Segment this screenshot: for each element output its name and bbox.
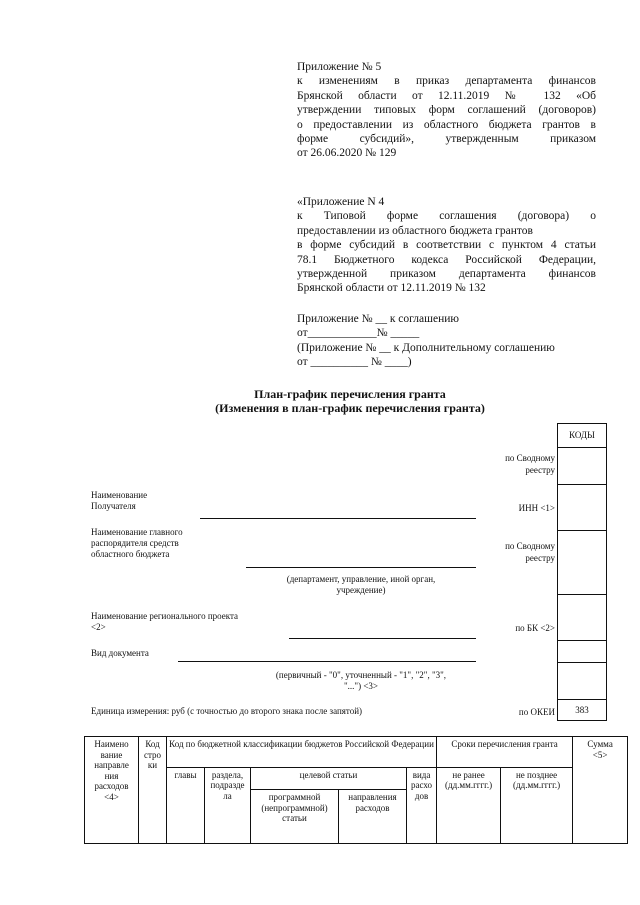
appendix-4-line: утвержденной приказом департамента финансов	[297, 268, 596, 281]
header-line: направления	[348, 792, 397, 803]
label-line: по Сводному	[505, 541, 555, 551]
code-cell-okei: 383	[558, 699, 606, 720]
header-code	[139, 737, 167, 844]
manager-caption	[246, 574, 476, 596]
agreement-ref-line: от____________№ _____	[297, 327, 420, 340]
header-line: подразде	[210, 780, 245, 791]
appendix-4-header	[297, 195, 596, 296]
manager-underline	[246, 567, 476, 568]
label-svod-reestr-1	[460, 452, 555, 476]
recipient-underline	[200, 518, 476, 519]
label-okei: по ОКЕИ	[518, 707, 555, 717]
header-line: расходов	[355, 802, 390, 813]
appendix-5-line: форме субсидий», утвержденным приказом	[297, 133, 596, 146]
schedule-table	[84, 736, 628, 844]
header-not-after	[501, 767, 573, 843]
caption-line: "...") <3>	[344, 681, 378, 691]
agreement-ref-line: (Приложение № __ к Дополнительному соглашению	[297, 341, 555, 354]
appendix-5-line: к изменениям в приказ департамента финансов	[297, 75, 596, 88]
appendix-4-line: Брянской области от 12.11.2019 № 132	[297, 282, 486, 295]
label-line: <2>	[91, 622, 106, 632]
appendix-4-line: в форме субсидий в соответствии с пунктом 4 статьи	[297, 239, 596, 252]
label-line: областного бюджета	[91, 549, 170, 559]
header-line: программной	[268, 792, 321, 803]
codes-column	[557, 423, 607, 721]
appendix-4-line: к Типовой форме соглашения (договора) о	[297, 210, 596, 223]
agreement-reference	[297, 312, 596, 370]
label-recipient	[91, 490, 231, 512]
header-line: расхо	[411, 780, 433, 791]
codes-header: КОДЫ	[569, 430, 595, 440]
appendix-4-line: предоставлении из областного бюджета грантов	[297, 224, 533, 237]
header-line: (непрограммной)	[261, 802, 328, 813]
header-glavy: главы	[167, 767, 205, 843]
appendix-5-header	[297, 60, 596, 161]
appendix-4-line: «Приложение N 4	[297, 196, 385, 208]
header-target: целевой статьи	[251, 767, 407, 790]
agreement-ref-line: от __________ № ____)	[297, 356, 412, 369]
header-line: <4>	[104, 791, 119, 802]
code-cell-svod-2	[558, 530, 606, 594]
header-line: раздела,	[211, 769, 244, 780]
code-cell-empty	[558, 662, 606, 699]
code-cell-inn	[558, 484, 606, 530]
header-line: не ранее	[452, 769, 485, 780]
header-kbk: Код по бюджетной классификации бюджетов Российской Федерации	[167, 737, 437, 768]
header-sum	[573, 737, 628, 844]
title-line-1: План-график перечисления гранта	[254, 387, 446, 401]
header-line: стро	[143, 749, 162, 760]
label-line: распорядителя средств	[91, 538, 179, 548]
header-line: ки	[147, 760, 158, 770]
header-line: Наимено	[94, 739, 129, 749]
label-bk: по БК <2>	[515, 623, 555, 633]
caption-line: (первичный - "0", уточненный - "1", "2", "3",	[275, 670, 447, 680]
header-razdel	[205, 767, 251, 843]
header-line: статьи	[282, 813, 307, 824]
appendix-5-line: утверждении типовых форм соглашений (договоров)	[297, 104, 596, 117]
header-line: <5>	[592, 749, 608, 760]
header-line: Код	[145, 739, 160, 749]
appendix-4-line: 78.1 Бюджетного кодекса Российской Федерации,	[297, 253, 596, 266]
project-underline	[289, 638, 476, 639]
label-unit: Единица измерения: руб (с точностью до второго знака после запятой)	[91, 706, 363, 716]
title-line-2: (Изменения в план-график перечисления гранта)	[215, 401, 485, 415]
caption-line: (департамент, управление, иной орган,	[286, 574, 436, 584]
label-line: по Сводному	[505, 453, 555, 463]
doc-type-caption	[246, 670, 476, 692]
label-svod-reestr-2	[460, 540, 555, 564]
header-line: расходов	[94, 781, 129, 791]
appendix-5-line: Приложение № 5	[297, 61, 382, 73]
header-line: не позднее	[515, 769, 558, 780]
header-terms: Сроки перечисления гранта	[437, 737, 573, 768]
label-inn: ИНН <1>	[518, 503, 555, 513]
header-line: дов	[414, 790, 429, 801]
document-title	[120, 387, 580, 415]
agreement-ref-line: Приложение № __ к соглашению	[297, 313, 459, 325]
header-line: (дд.мм.гггг.)	[513, 780, 561, 791]
code-cell-svod-1	[558, 447, 606, 484]
label-project	[91, 611, 291, 633]
caption-line: учреждение)	[336, 585, 386, 595]
header-vid	[407, 767, 437, 843]
header-line: направле	[94, 760, 129, 770]
label-line: реестру	[525, 553, 555, 563]
header-line: вида	[412, 769, 431, 780]
code-cell-bk	[558, 594, 606, 640]
doc-type-underline	[178, 661, 476, 662]
label-doc-type: Вид документа	[91, 648, 149, 658]
label-line: Наименование главного	[91, 527, 183, 537]
header-line: Сумма	[587, 739, 613, 749]
header-line: ла	[223, 790, 232, 801]
label-line: Получателя	[91, 501, 136, 511]
header-not-before	[437, 767, 501, 843]
label-manager	[91, 527, 241, 560]
label-line: Наименование	[91, 490, 148, 500]
label-line: реестру	[525, 465, 555, 475]
header-name	[85, 737, 139, 844]
header-program	[251, 790, 339, 844]
header-line: вание	[100, 749, 123, 760]
header-line: (дд.мм.гггг.)	[445, 780, 493, 791]
code-cell-doc-type	[558, 640, 606, 662]
appendix-5-line: о предоставлении из областного бюджета грантов в	[297, 118, 596, 131]
header-direction	[339, 790, 407, 844]
appendix-5-line: от 26.06.2020 № 129	[297, 147, 397, 160]
appendix-5-line: Брянской области от 12.11.2019 № 132 «Об	[297, 89, 596, 102]
header-line: ния	[104, 770, 119, 781]
label-line: Наименование регионального проекта	[91, 611, 239, 621]
